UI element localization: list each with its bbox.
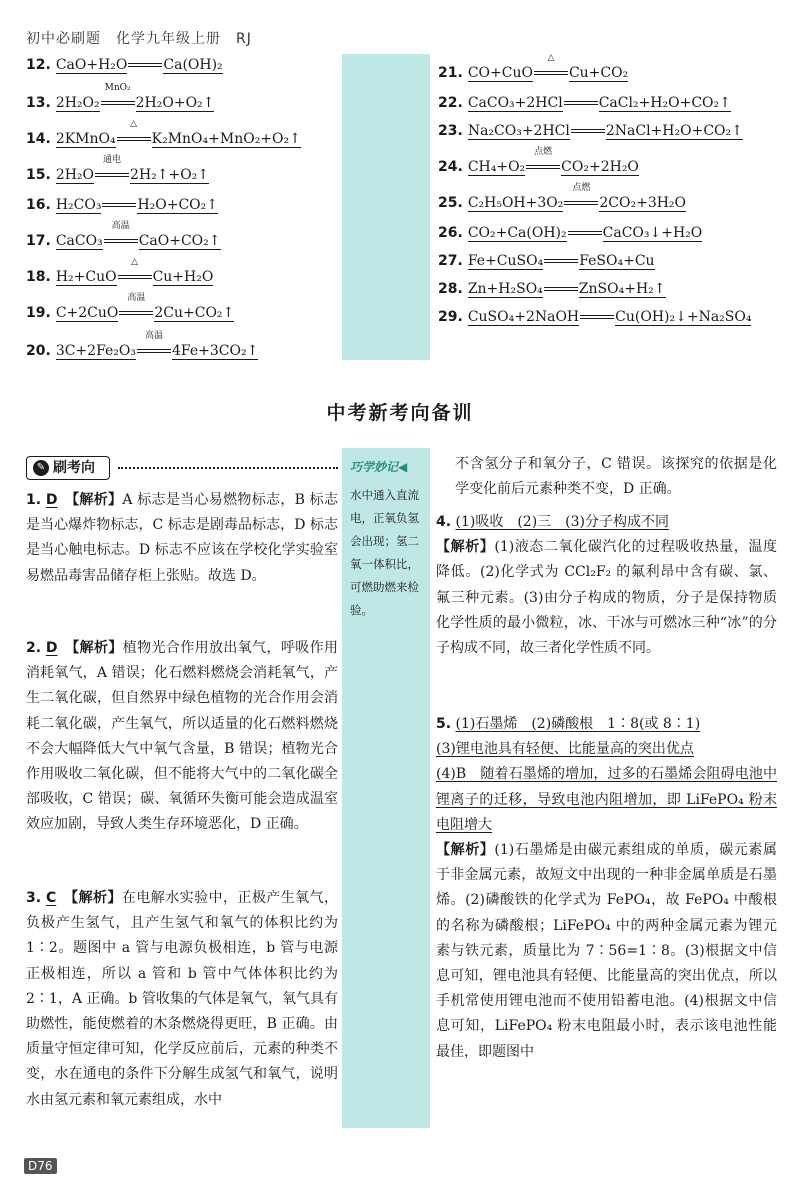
equation-products: H₂O+CO₂↑ <box>137 197 218 213</box>
reaction-arrow <box>101 83 135 112</box>
equation-reactants: 2H₂O₂ <box>55 95 100 111</box>
equation-products: FeSO₄+Cu <box>579 253 655 269</box>
reaction-arrow <box>104 221 138 250</box>
equation-14 <box>26 119 301 148</box>
reaction-condition: 点燃 <box>534 147 553 157</box>
equation-29 <box>438 308 751 326</box>
equation-26 <box>438 224 702 242</box>
question-3-continued: 不含氢分子和氧分子，C 错误。该探究的依据是化学变化前后元素种类不变，D 正确。 <box>455 456 777 498</box>
reaction-arrow <box>102 196 136 214</box>
equation-products: 4Fe+3CO₂↑ <box>172 343 259 359</box>
question-5: 5. (1)石墨烯 (2)磷酸根 1∶8(或 8∶1) (3)锂电池具有轻便、比能量高的突出优点 (4)B 随着石墨烯的增加，过多的石墨烯会阻碍电池中锂离子的迁移，导致电池内阻增加，即 LiFePO₄ 粉末电阻增大 【解析】(1)石墨烯是由碳元素组成的单质，碳元素属于非金属元素，故短文中出现的一种非金属单质是石墨烯。(2)磷酸铁的化学式为 FePO₄，故 FePO₄ 中酸根的名称为磷酸根；LiFePO₄ 中的两种金属元素为锂元素与铁元素，质量比为 7∶56=1∶8。(3)根据文中信息可知，锂电池具有轻便、比能量高的突出优点，所以手机常使用锂电池而不使用铅蓄电池。(4)根据文中信息可知，LiFePO₄ 粉末电阻最小时，表示该电池性能最佳，即题图中 <box>436 716 778 1060</box>
reaction-arrow <box>534 53 568 82</box>
equation-products: Cu(OH)₂↓+Na₂SO₄ <box>615 309 752 325</box>
question-3: 3. C 【解析】在电解水实验中，正极产生氧气，负极产生氢气，且产生氢气和氧气的体积比约为 1∶2。题图中 a 管与电源负极相连，b 管与电源正极相连，所以 a 管和 b 管中气体体积比约为 2∶1，A 正确。b 管收集的气体是氧气，氧气具有助燃性，能使燃着的木条燃烧得更旺，B 正确。由质量守恒定律可知，化学反应前后，元素的种类不变，水在通电的条件下分解生成氢气和氧气，说明水由氢元素和氧元素组成，水中 <box>26 890 339 1108</box>
reaction-arrow <box>564 183 598 212</box>
equation-27 <box>438 252 655 270</box>
triangle-icon: ◀ <box>398 460 408 474</box>
equation-products: CaCO₃↓+H₂O <box>602 225 703 241</box>
answer-3: C <box>45 890 57 906</box>
section-tag <box>26 456 338 478</box>
equation-number: 14. <box>26 131 51 147</box>
equation-number: 25. <box>438 195 463 211</box>
equation-12 <box>26 56 223 74</box>
equation-24 <box>438 147 639 176</box>
answer-5-part3: (3)锂电池具有轻便、比能量高的突出优点 <box>436 741 694 758</box>
equation-reactants: 2KMnO₄ <box>55 131 116 147</box>
equation-13 <box>26 83 215 112</box>
equation-products: Cu+H₂O <box>152 269 214 285</box>
equation-products: CaO+CO₂↑ <box>138 233 221 249</box>
tip-text: 水中通入直流电，正氧负氢会出现；氢二氧一体积比，可燃助燃来检验。 <box>350 488 419 617</box>
tip-title: 巧学妙记◀ <box>350 460 408 474</box>
equation-20 <box>26 331 259 360</box>
equation-28 <box>438 280 666 298</box>
equation-number: 16. <box>26 197 51 213</box>
equation-reactants: CaCO₃+2HCl <box>467 95 563 111</box>
reaction-arrow <box>526 147 560 176</box>
equation-reactants: CaCO₃ <box>55 233 103 249</box>
question-1: 1. D 【解析】A 标志是当心易燃物标志，B 标志是当心爆炸物标志，C 标志是剧毒品标志，D 标志是当心触电标志。D 标志不应该在学校化学实验室易燃品毒害品储存柜上张贴。故选 D。 <box>26 492 338 584</box>
equation-products: 2Cu+CO₂↑ <box>154 305 235 321</box>
answer-1: D <box>45 492 58 508</box>
answer-2: D <box>45 640 58 656</box>
question-4: 4. (1)吸收 (2)三 (3)分子构成不同 【解析】(1)液态二氧化碳汽化的过程吸收热量，温度降低。(2)化学式为 CCl₂F₂ 的氟利昂中含有碳、氯、氟三种元素。(3)由分子构成的物质，分子是保持物质化学性质的最小微粒，冰、干冰与可燃冰三种“冰”的分子构成不同，故三者化学性质不同。 <box>436 514 778 657</box>
equation-21 <box>438 53 629 82</box>
reaction-arrow <box>137 331 171 360</box>
running-header: 初中必刷题 化学九年级上册 RJ <box>26 31 252 47</box>
equation-number: 27. <box>438 253 463 269</box>
equation-number: 12. <box>26 57 51 73</box>
dotted-rule <box>118 467 338 469</box>
equation-products: 2CO₂+3H₂O <box>599 195 687 211</box>
equation-reactants: CaO+H₂O <box>55 57 128 73</box>
equation-reactants: CH₄+O₂ <box>467 159 526 175</box>
equation-23 <box>438 122 743 140</box>
equation-reactants: CO+CuO <box>467 65 533 81</box>
equation-reactants: Na₂CO₃+2HCl <box>467 123 570 139</box>
equation-reactants: 3C+2Fe₂O₃ <box>55 343 137 359</box>
equation-number: 17. <box>26 233 51 249</box>
equation-16 <box>26 196 218 214</box>
reaction-condition: △ <box>130 119 138 129</box>
reaction-arrow <box>117 119 151 148</box>
page-number: D76 <box>24 1158 57 1174</box>
equation-25 <box>438 183 687 212</box>
equation-reactants: C+2CuO <box>55 305 119 321</box>
reaction-condition: △ <box>547 53 555 63</box>
answer-5-part1: (1)石墨烯 (2)磷酸根 1∶8(或 8∶1) <box>455 716 701 732</box>
equation-number: 24. <box>438 159 463 175</box>
reaction-condition: 高温 <box>145 331 164 341</box>
reaction-condition: 点燃 <box>572 183 591 193</box>
equation-22 <box>438 94 731 112</box>
equation-number: 22. <box>438 95 463 111</box>
reaction-arrow <box>544 252 578 270</box>
equation-17 <box>26 221 221 250</box>
equation-products: 2H₂O+O₂↑ <box>135 95 215 111</box>
equation-number: 15. <box>26 167 51 183</box>
reaction-arrow <box>95 155 129 184</box>
reaction-arrow <box>544 280 578 298</box>
equation-products: CO₂+2H₂O <box>561 159 639 175</box>
equation-number: 26. <box>438 225 463 241</box>
decor-band-top <box>342 54 430 360</box>
equation-reactants: H₂CO₃ <box>55 197 102 213</box>
equation-number: 29. <box>438 309 463 325</box>
equation-number: 20. <box>26 343 51 359</box>
equation-number: 18. <box>26 269 51 285</box>
reaction-arrow <box>568 224 602 242</box>
equation-products: ZnSO₄+H₂↑ <box>578 281 666 297</box>
equation-15 <box>26 155 210 184</box>
reaction-arrow <box>128 56 162 74</box>
equation-reactants: Fe+CuSO₄ <box>467 253 544 269</box>
brush-icon: ✎ <box>33 460 49 476</box>
equation-18 <box>26 257 214 286</box>
answer-4: (1)吸收 (2)三 (3)分子构成不同 <box>455 514 670 530</box>
equation-products: Ca(OH)₂ <box>163 57 223 73</box>
equation-number: 23. <box>438 123 463 139</box>
equation-19 <box>26 293 235 322</box>
question-2: 2. D 【解析】植物光合作用放出氧气，呼吸作用消耗氧气，A 错误；化石燃料燃烧会消耗氧气，产生二氧化碳，但自然界中绿色植物的光合作用会消耗二氧化碳，产生氧气，所以适量的化石燃料燃烧不会大幅降低大气中氧气含量，B 错误；植物光合作用吸收二氧化碳，但不能将大气中的二氧化碳全部吸收，C 错误；碳、氧循环失衡可能会造成温室效应加剧，导致人类生存环境恶化，D 正确。 <box>26 640 339 833</box>
equation-products: Cu+CO₂ <box>568 65 629 81</box>
reaction-arrow <box>119 293 153 322</box>
equation-reactants: C₂H₅OH+3O₂ <box>467 195 564 211</box>
equation-products: 2H₂↑+O₂↑ <box>130 167 210 183</box>
reaction-condition: 高温 <box>127 293 146 303</box>
equation-products: K₂MnO₄+MnO₂+O₂↑ <box>151 131 301 147</box>
tag-label: 刷考向 <box>53 460 95 476</box>
equation-number: 19. <box>26 305 51 321</box>
reaction-condition: 高温 <box>111 221 130 231</box>
equation-reactants: Zn+H₂SO₄ <box>467 281 543 297</box>
equation-number: 13. <box>26 95 51 111</box>
reaction-arrow <box>580 308 614 326</box>
answer-5-part4: (4)B 随着石墨烯的增加，过多的石墨烯会阻碍电池中锂离子的迁移，导致电池内阻增加，即 LiFePO₄ 粉末电阻增大 <box>436 766 777 833</box>
reaction-condition: MnO₂ <box>104 83 131 93</box>
equation-number: 28. <box>438 281 463 297</box>
equation-reactants: CO₂+Ca(OH)₂ <box>467 225 567 241</box>
reaction-arrow <box>564 94 598 112</box>
reaction-condition: 通电 <box>103 155 122 165</box>
equation-number: 21. <box>438 65 463 81</box>
reaction-condition: △ <box>131 257 139 267</box>
equation-products: CaCl₂+H₂O+CO₂↑ <box>598 95 731 111</box>
reaction-arrow <box>571 122 605 140</box>
equation-reactants: H₂+CuO <box>55 269 117 285</box>
equation-products: 2NaCl+H₂O+CO₂↑ <box>605 123 743 139</box>
equation-reactants: CuSO₄+2NaOH <box>467 309 580 325</box>
reaction-arrow <box>118 257 152 286</box>
section-title: 中考新考向备训 <box>326 402 474 424</box>
equation-reactants: 2H₂O <box>55 167 95 183</box>
